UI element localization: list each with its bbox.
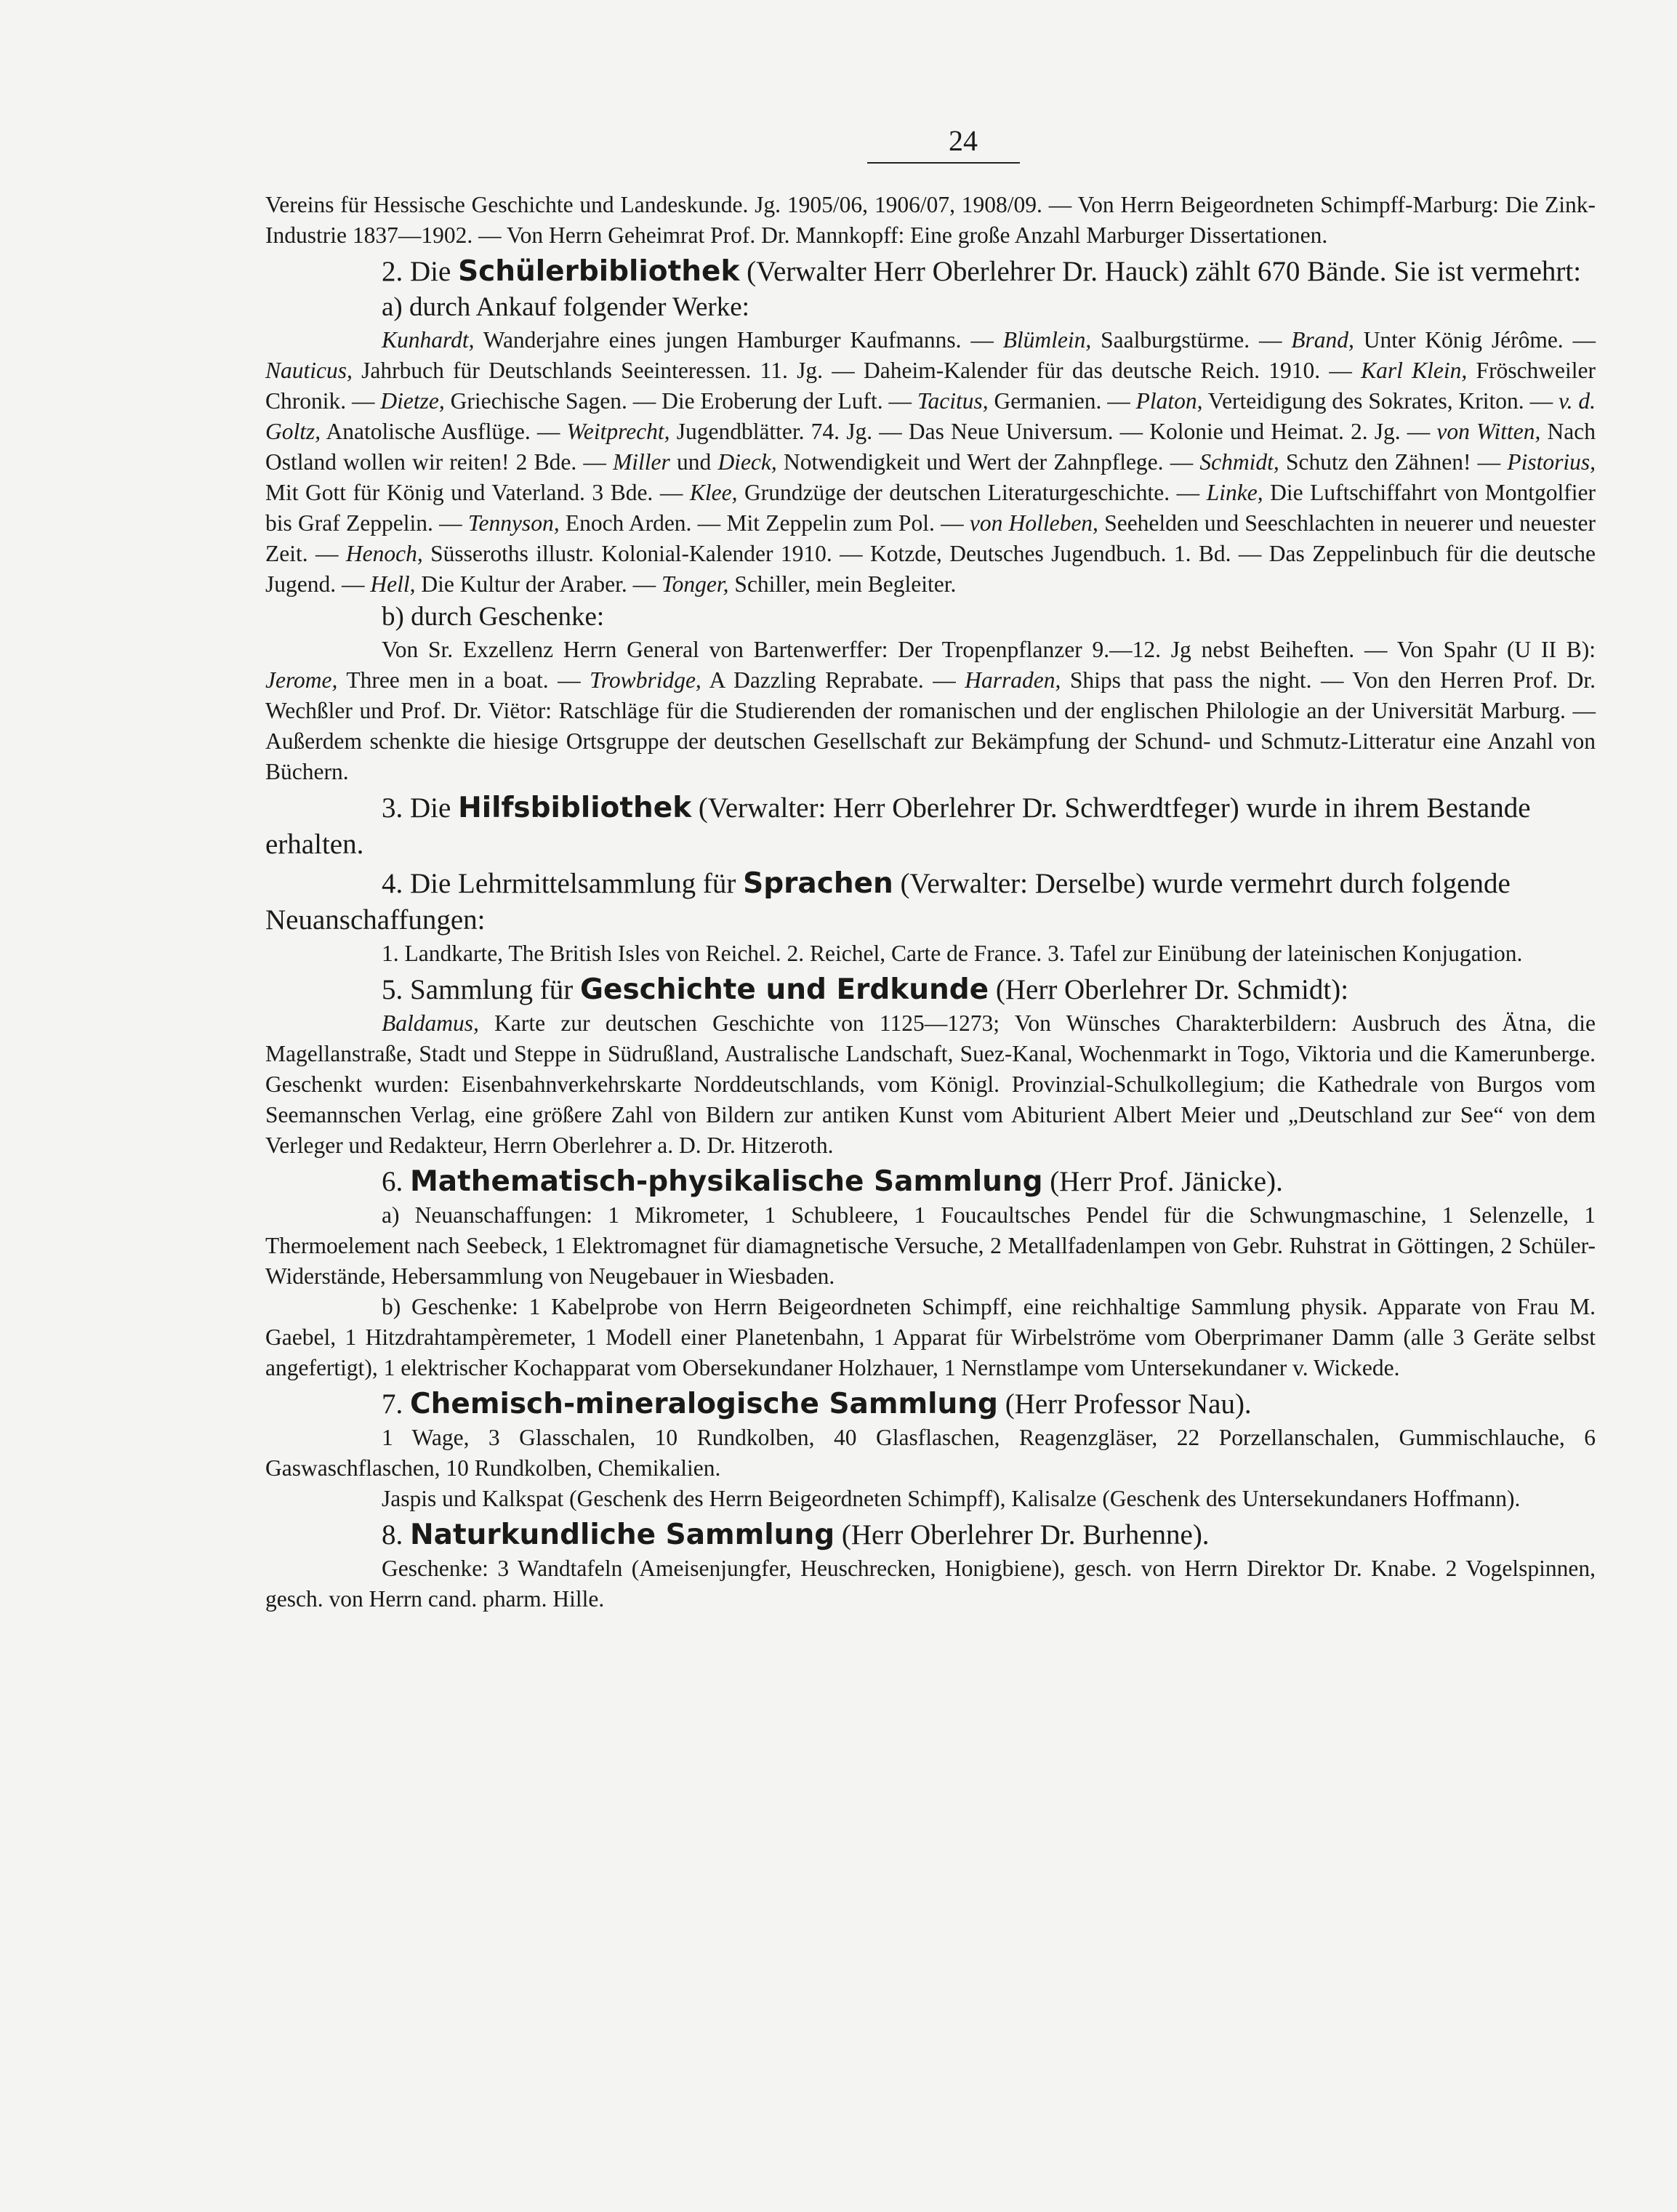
- section-8-title: Naturkundliche Sammlung: [410, 1519, 835, 1551]
- section-8-rest: (Herr Oberlehrer Dr. Burhenne).: [841, 1519, 1210, 1551]
- section-6-rest: (Herr Prof. Jänicke).: [1050, 1166, 1283, 1197]
- section-4-rest: (Verwalter: Derselbe) wurde vermehrt durch folgende Neuanschaffungen:: [265, 868, 1511, 936]
- section-6-heading: [265, 1164, 1596, 1200]
- italic-name: Linke,: [1206, 480, 1263, 505]
- italic-name: Nauticus,: [265, 358, 353, 383]
- section-6b-text: b) Geschenke: 1 Kabelprobe von Herrn Beigeordneten Schimpff, eine reichhaltige Sammlung physik. Apparate von Frau M. Gaebel, 1 Hitzdrahtampèremeter, 1 Modell einer Planetenbahn, 1 Apparat für Wirbelströme vom Oberprimaner Damm (alle 3 Geräte selbst angefertigt), 1 elektrischer Kochapparat vom Obersekundaner Holzhauer, 1 Nernstlampe vom Untersekundaner v. Wickede.: [265, 1294, 1596, 1380]
- section-7-title: Chemisch-mineralogische Sammlung: [410, 1388, 998, 1420]
- italic-name: v. d. Goltz,: [265, 388, 1596, 444]
- italic-name: Dieck,: [717, 449, 777, 475]
- italic-name: Tennyson,: [467, 510, 560, 536]
- intro-paragraph: Vereins für Hessische Geschichte und Landeskunde. Jg. 1905/06, 1906/07, 1908/09. — Von Herrn Beigeordneten Schimpff-Marburg: Die Zink-Industrie 1837—1902. — Von Herrn Geheimrat Prof. Dr. Mannkopff: Eine große Anzahl Marburger Dissertationen.: [265, 192, 1596, 248]
- section-6-number: 6.: [382, 1166, 403, 1197]
- section-5-heading: [265, 972, 1596, 1008]
- section-3-title: Hilfsbibliothek: [458, 792, 692, 824]
- italic-name: Trowbridge,: [590, 667, 701, 693]
- italic-name: Klee,: [689, 480, 738, 505]
- section-6-title: Mathematisch-physikalische Sammlung: [410, 1165, 1043, 1198]
- italic-name: Henoch,: [345, 541, 423, 566]
- section-5-number: 5. Sammlung für: [382, 974, 574, 1005]
- section-7-text-1: 1 Wage, 3 Glasschalen, 10 Rundkolben, 40 Glasflaschen, Reagenzgläser, 22 Porzellanschalen, Gummischlauche, 6 Gaswaschflaschen, 10 Rundkolben, Chemikalien.: [265, 1425, 1596, 1481]
- italic-name: Karl Klein,: [1361, 358, 1468, 383]
- section-7-number: 7.: [382, 1388, 403, 1420]
- italic-name: Schmidt,: [1199, 449, 1279, 475]
- section-4-text: 1. Landkarte, The British Isles von Reichel. 2. Reichel, Carte de France. 3. Tafel zur Einübung der lateinischen Konjugation.: [382, 941, 1523, 966]
- italic-name: Miller: [613, 449, 670, 475]
- section-2-heading: [265, 254, 1596, 290]
- section-3-number: 3. Die: [382, 792, 451, 824]
- section-2a-label: a) durch Ankauf folgender Werke:: [382, 292, 749, 322]
- section-4-title: Sprachen: [743, 867, 893, 900]
- section-2-number: 2. Die: [382, 256, 451, 287]
- section-5-rest: (Herr Oberlehrer Dr. Schmidt):: [995, 974, 1349, 1005]
- page-number-rule: [867, 162, 1020, 164]
- section-7-text-2: Jaspis und Kalkspat (Geschenk des Herrn Beigeordneten Schimpff), Kalisalze (Geschenk des Untersekundaners Hoffmann).: [382, 1486, 1521, 1511]
- section-2-title: Schülerbibliothek: [458, 255, 740, 288]
- section-2-rest: (Verwalter Herr Oberlehrer Dr. Hauck) zählt 670 Bände. Sie ist vermehrt:: [747, 256, 1582, 287]
- section-2a-text: Kunhardt, Wanderjahre eines jungen Hamburger Kaufmanns. — Blümlein, Saalburgstürme. — Brand, Unter König Jérôme. — Nauticus, Jahrbuch für Deutschlands Seeinteressen. 11. Jg. — Daheim-Kalender für das deutsche Reich. 1910. — Karl Klein, Fröschweiler Chronik. — Dietze, Griechische Sagen. — Die Eroberung der Luft. — Tacitus, Germanien. — Platon, Verteidigung des Sokrates, Kriton. — v. d. Goltz, Anatolische Ausflüge. — Weitprecht, Jugendblätter. 74. Jg. — Das Neue Universum. — Kolonie und Heimat. 2. Jg. — von Witten, Nach Ostland wollen wir reiten! 2 Bde. — Miller und Dieck, Notwendigkeit und Wert der Zahnpflege. — Schmidt, Schutz den Zähnen! — Pistorius, Mit Gott für König und Vaterland. 3 Bde. — Klee, Grundzüge der deutschen Literaturgeschichte. — Linke, Die Luftschiffahrt von Montgolfier bis Graf Zeppelin. — Tennyson, Enoch Arden. — Mit Zeppelin zum Pol. — von Holleben, Seehelden und Seeschlachten in neuerer und neuester Zeit. — Henoch, Süsseroths illustr. Kolonial-Kalender 1910. — Kotzde, Deutsches Jugendbuch. 1. Bd. — Das Zeppelinbuch für die deutsche Jugend. — Hell, Die Kultur der Araber. — Tonger, Schiller, mein Begleiter.: [265, 327, 1596, 597]
- italic-name: Dietze,: [380, 388, 445, 414]
- section-2b-text: Von Sr. Exzellenz Herrn General von Bartenwerffer: Der Tropenpflanzer 9.—12. Jg nebst Beiheften. — Von Spahr (U II B): Jerome, Three men in a boat. — Trowbridge, A Dazzling Reprabate. — Harraden, Ships that pass the night. — Von den Herren Prof. Dr. Wechßler und Prof. Dr. Viëtor: Ratschläge für die Studierenden der romanischen und der englischen Philologie an der Universität Marburg. — Außerdem schenkte die hiesige Ortsgruppe der deutschen Gesellschaft zur Bekämpfung der Schund- und Schmutz-Litteratur eine Anzahl von Büchern.: [265, 637, 1596, 784]
- italic-name: Hell,: [370, 571, 416, 597]
- section-5-text: Baldamus, Karte zur deutschen Geschichte von 1125—1273; Von Wünsches Charakterbildern: Ausbruch des Ätna, die Magellanstraße, Stadt und Steppe in Südrußland, Australische Landschaft, Suez-Kanal, Wochenmarkt in Togo, Viktoria und die Kamerunberge. Geschenkt wurden: Eisenbahnverkehrskarte Norddeutschlands, vom Königl. Provinzial-Schulkollegium; die Kathedrale von Burgos vom Seemannschen Verlag, eine größere Zahl von Bildern zur antiken Kunst vom Abiturient Albert Meier und „Deutschland zur See“ von dem Verleger und Redakteur, Herrn Oberlehrer a. D. Dr. Hitzeroth.: [265, 1010, 1596, 1158]
- italic-name: von Holleben,: [969, 510, 1098, 536]
- italic-name: Harraden,: [965, 667, 1061, 693]
- section-4-heading: [265, 866, 1596, 938]
- document-page: [265, 124, 1596, 1614]
- section-5-title: Geschichte und Erdkunde: [579, 973, 989, 1006]
- italic-name: Baldamus,: [382, 1010, 479, 1036]
- italic-name: Brand,: [1291, 327, 1354, 353]
- page-number: 24: [949, 124, 978, 157]
- section-2b-label: b) durch Geschenke:: [382, 602, 605, 632]
- italic-name: Blümlein,: [1002, 327, 1092, 353]
- italic-name: Pistorius,: [1507, 449, 1596, 475]
- section-7-heading: [265, 1386, 1596, 1423]
- section-8-number: 8.: [382, 1519, 403, 1551]
- italic-name: Platon,: [1135, 388, 1203, 414]
- section-4-number: 4. Die Lehrmittelsammlung für: [382, 868, 736, 899]
- italic-name: Weitprecht,: [566, 419, 670, 444]
- italic-name: Tonger,: [661, 571, 729, 597]
- italic-name: Jerome,: [265, 667, 338, 693]
- section-3-heading: [265, 790, 1596, 863]
- section-3-rest: (Verwalter: Herr Oberlehrer Dr. Schwerdtfeger) wurde in ihrem Bestande erhalten.: [265, 792, 1531, 860]
- italic-name: Tacitus,: [917, 388, 989, 414]
- section-8-heading: [265, 1517, 1596, 1553]
- italic-name: von Witten,: [1436, 419, 1541, 444]
- section-8-text: Geschenke: 3 Wandtafeln (Ameisenjungfer, Heuschrecken, Honigbiene), gesch. von Herrn Direktor Dr. Knabe. 2 Vogelspinnen, gesch. von Herrn cand. pharm. Hille.: [265, 1556, 1596, 1612]
- italic-name: Kunhardt,: [382, 327, 475, 353]
- section-6a-text: a) Neuanschaffungen: 1 Mikrometer, 1 Schubleere, 1 Foucaultsches Pendel für die Schwungmaschine, 1 Selenzelle, 1 Thermoelement nach Seebeck, 1 Elektromagnet für diamagnetische Versuche, 2 Metallfadenlampen von Gebr. Ruhstrat in Göttingen, 2 Schüler-Widerstände, Hebersammlung von Neugebauer in Wiesbaden.: [265, 1202, 1596, 1289]
- section-7-rest: (Herr Professor Nau).: [1005, 1388, 1252, 1420]
